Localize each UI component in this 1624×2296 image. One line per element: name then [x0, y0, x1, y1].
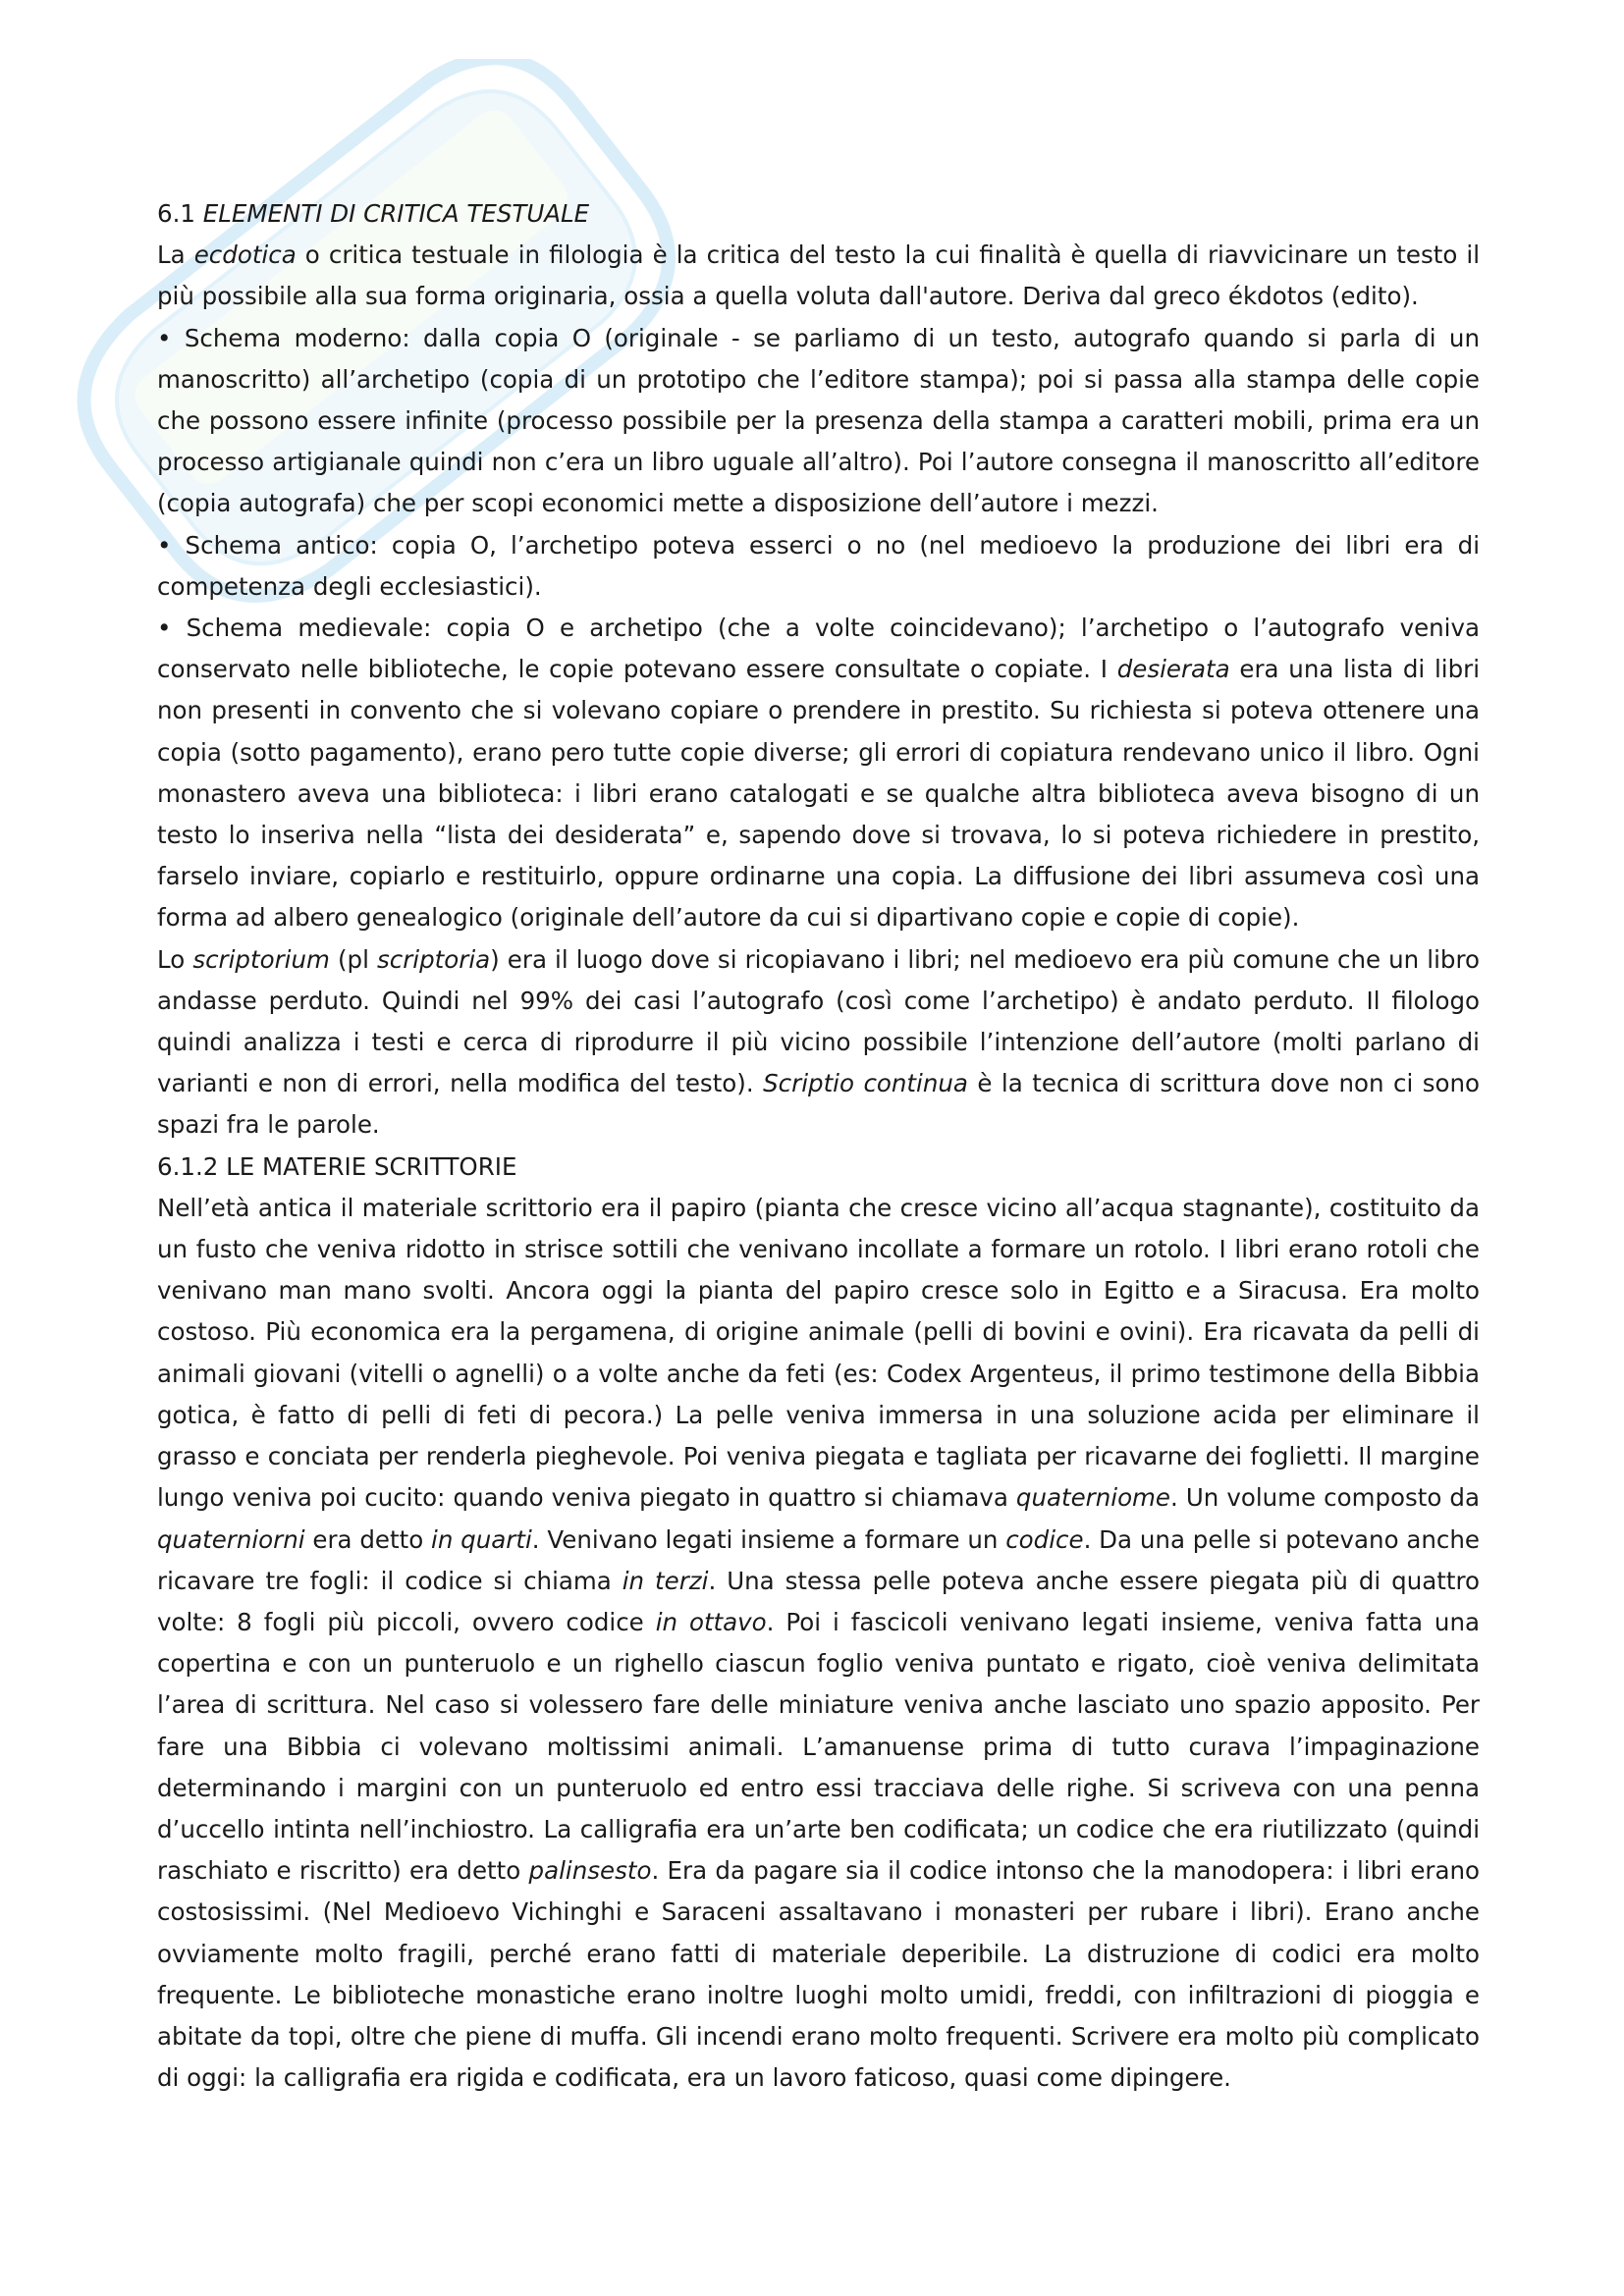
- paragraph-scriptorium: [157, 939, 1480, 1147]
- text-run: La: [157, 240, 194, 270]
- text-run: ) era il luogo dove si ricopiavano i libri; nel medioevo era più comune che un libro andasse perduto. Quindi nel 99% dei casi l’autografo (così come l’archetipo) è andato perduto. Il filologo quindi analizza i testi e cerca di riprodurre il più vicino possibile l’intenzione dell’autore (molti parlano di varianti e non di errori, nella modifica del testo).: [157, 944, 1480, 1098]
- text-run: . Venivano legati insieme a formare un: [531, 1524, 1006, 1554]
- section-heading-critica-testuale: [157, 193, 1480, 235]
- text-run: o critica testuale in filologia è la critica del testo la cui finalità è quella di riavvicinare un testo il più possibile alla sua forma originaria, ossia a quella voluta dall'autore. Deriva dal greco ékdotos (edito).: [157, 240, 1480, 311]
- text-run: Lo: [157, 944, 193, 974]
- term-scriptoria: scriptoria: [376, 944, 491, 974]
- section-title: ELEMENTI DI CRITICA TESTUALE: [202, 199, 590, 228]
- text-run: era detto: [304, 1524, 432, 1554]
- term-in-terzi: in terzi: [622, 1566, 709, 1595]
- term-in-ottavo: in ottavo: [655, 1607, 767, 1636]
- term-scriptio-continua: Scriptio continua: [763, 1069, 968, 1098]
- term-in-quarti: in quarti: [431, 1524, 532, 1554]
- term-palinsesto: palinsesto: [528, 1856, 652, 1886]
- term-quaterniome: quaterniome: [1015, 1483, 1170, 1513]
- bullet-schema-moderno: • Schema moderno: dalla copia O (originale - se parliamo di un testo, autografo quando si parla di un manoscritto) all’archetipo (copia di un prototipo che l’editore stampa); poi si passa alla stampa delle copie che possono essere infinite (processo possibile per la presenza della stampa a caratteri mobili, prima era un processo artigianale quindi non c’era un libro uguale all’altro). Poi l’autore consegna il manoscritto all’editore (copia autografa) che per scopi economici mette a disposizione dell’autore i mezzi.: [157, 323, 1480, 518]
- text-run: . Un volume composto da: [1170, 1483, 1480, 1513]
- paragraph-materie-scrittorie: [157, 1188, 1480, 2099]
- section-heading-materie-scrittorie: 6.1.2 LE MATERIE SCRITTORIE: [157, 1151, 517, 1181]
- text-run: . Era da pagare sia il codice intonso che la manodopera: i libri erano costosissimi. (Nel Medioevo Vichinghi e Saraceni assaltavano i monasteri per rubare i libri). Erano anche ovviamente molto fragili, perché erano fatti di materiale deperibile. La distruzione di codici era molto frequente. Le biblioteche monastiche erano inoltre luoghi molto umidi, freddi, con infiltrazioni di pioggia e abitate da topi, oltre che piene di muffa. Gli incendi erano molto frequenti. Scrivere era molto più complicato di oggi: la calligrafia era rigida e codificata, era un lavoro faticoso, quasi come dipingere.: [157, 1856, 1480, 2093]
- text-run: . Poi i fascicoli venivano legati insieme, veniva fatta una copertina e con un punteruolo e un righello ciascun foglio veniva puntato e rigato, cioè veniva delimitata l’area di scrittura. Nel caso si volessero fare delle miniature veniva anche lasciato uno spazio apposito. Per fare una Bibbia ci volevano moltissimi animali. L’amanuense prima di tutto curava l’impaginazione determinando i margini con un punteruolo ed entro essi tracciava delle righe. Si scriveva con una penna d’uccello intinta nell’inchiostro. La calligrafia era un’arte ben codificata; un codice che era riutilizzato (quindi raschiato e riscritto) era detto: [157, 1607, 1481, 1886]
- paragraph-ecdotica: [157, 235, 1480, 317]
- term-codice: codice: [1005, 1524, 1084, 1554]
- text-run: . Da una pelle si potevano anche ricavare tre fogli: il codice si chiama: [157, 1524, 1480, 1595]
- document-body: [157, 193, 1480, 2099]
- section-number: 6.1: [157, 199, 203, 228]
- term-quaterniorni: quaterniorni: [157, 1524, 305, 1554]
- text-run: (pl: [329, 944, 377, 974]
- bullet-schema-medievale: [157, 608, 1480, 939]
- text-run: Nell’età antica il materiale scrittorio era il papiro (pianta che cresce vicino all’acqua stagnante), costituito da un fusto che veniva ridotto in strisce sottili che venivano incollate a formare un rotolo. I libri erano rotoli che venivano man mano svolti. Ancora oggi la pianta del papiro cresce solo in Egitto e a Siracusa. Era molto costoso. Più economica era la pergamena, di origine animale (pelli di bovini e ovini). Era ricavata da pelli di animali giovani (vitelli o agnelli) o a volte anche da feti (es: Codex Argenteus, il primo testimone della Bibbia gotica, è fatto di pelli di feti di pecora.) La pelle veniva immersa in una soluzione acida per eliminare il grasso e conciata per renderla pieghevole. Poi veniva piegata e tagliata per ricavarne dei foglietti. Il margine lungo veniva poi cucito: quando veniva piegato in quattro si chiamava: [157, 1193, 1480, 1513]
- term-ecdotica: ecdotica: [193, 240, 297, 270]
- term-scriptorium: scriptorium: [192, 944, 330, 974]
- bullet-schema-antico: • Schema antico: copia O, l’archetipo poteva esserci o no (nel medioevo la produzione dei libri era di competenza degli ecclesiastici).: [157, 530, 1480, 601]
- text-run: . Una stessa pelle poteva anche essere piegata più di quattro volte: 8 fogli più piccoli, ovvero codice: [157, 1566, 1480, 1636]
- text-run: • Schema medievale: copia O e archetipo (che a volte coincidevano); l’archetipo o l’autografo veniva conservato nelle biblioteche, le copie potevano essere consultate o copiate. I: [157, 614, 1480, 684]
- term-desierata: desierata: [1116, 655, 1230, 684]
- text-run: è la tecnica di scrittura dove non ci sono spazi fra le parole.: [157, 1069, 1480, 1140]
- text-run: era una lista di libri non presenti in convento che si volevano copiare o prendere in prestito. Su richiesta si poteva ottenere una copia (sotto pagamento), erano pero tutte copie diverse; gli errori di copiatura rendevano unico il libro. Ogni monastero aveva una biblioteca: i libri erano catalogati e se qualche altra biblioteca aveva bisogno di un testo lo inseriva nella “lista dei desiderata” e, sapendo dove si trovava, lo si poteva richiedere in prestito, farselo inviare, copiarlo e restituirlo, oppure ordinarne una copia. La diffusione dei libri assumeva così una forma ad albero genealogico (originale dell’autore da cui si dipartivano copie e copie di copie).: [157, 655, 1480, 933]
